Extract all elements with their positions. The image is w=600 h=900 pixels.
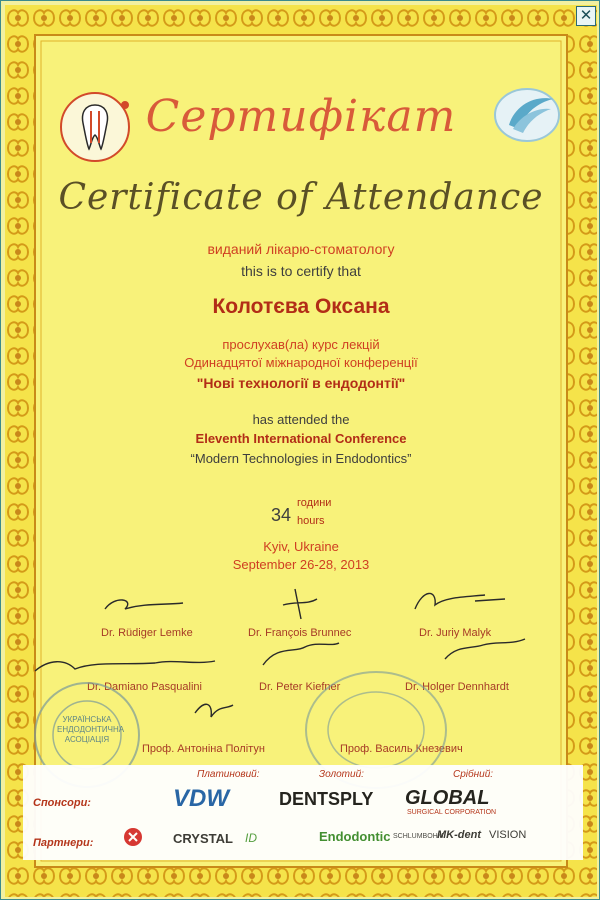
location: Kyiv, Ukraine — [263, 539, 339, 554]
signatory-politun: Проф. Антоніна Політун — [142, 743, 265, 755]
attended-ua: прослухав(ла) курс лекцій — [222, 337, 380, 352]
signatory-pasqualini: Dr. Damiano Pasqualini — [87, 681, 202, 693]
attended-en: has attended the — [252, 412, 350, 427]
signatory-knezevich: Проф. Василь Кнезевич — [340, 743, 463, 755]
tier-platinum: Платиновий: — [197, 769, 260, 780]
tier-gold: Золотий: — [319, 769, 364, 780]
conference-en: Eleventh International Conference — [195, 431, 407, 446]
partner-tooth-icon — [123, 827, 143, 847]
issued-to-en: this is to certify that — [241, 263, 361, 279]
hours-ua: години — [297, 497, 332, 509]
sponsors-panel — [23, 765, 583, 860]
conference-ua: Одинадцятої міжнародної конференції — [184, 355, 418, 370]
certificate — [5, 5, 597, 897]
signatory-kiefner: Dr. Peter Kiefner — [259, 681, 341, 693]
partner-schlumbohm: SCHLUMBOHM — [393, 833, 444, 840]
brand-global: GLOBAL — [405, 787, 490, 809]
issued-to-ua: виданий лікарю-стоматологу — [207, 241, 395, 257]
sponsors-label: Спонсори: — [33, 797, 91, 809]
brand-global-sub: SURGICAL CORPORATION — [407, 809, 497, 816]
partner-vision: VISION — [489, 829, 527, 841]
signatory-lemke: Dr. Rüdiger Lemke — [101, 627, 193, 639]
recipient-name: Колотєва Оксана — [212, 295, 390, 318]
partner-id: ID — [245, 831, 257, 845]
certificate-title-ua: Сертифікат — [145, 91, 457, 142]
topic-en: “Modern Technologies in Endodontics” — [190, 451, 412, 466]
stamp-text: УКРАЇНСЬКА ЕНДОДОНТИЧНА АСОЦІАЦІЯ — [57, 715, 125, 744]
partner-endodontic: Endodontic — [319, 829, 391, 844]
brand-vdw: VDW — [173, 785, 229, 812]
topic-ua: "Нові технології в ендодонтії" — [196, 375, 406, 391]
brand-dentsply: DENTSPLY — [279, 789, 374, 809]
tier-silver: Срібний: — [453, 769, 494, 780]
certificate-title-en: Certificate of Attendance — [58, 177, 544, 218]
date: September 26-28, 2013 — [232, 557, 370, 572]
partner-mkdent: MK-dent — [437, 829, 481, 841]
signatory-malyk: Dr. Juriy Malyk — [419, 627, 492, 639]
hours-en: hours — [297, 515, 325, 527]
partner-crystal: CRYSTAL — [173, 831, 233, 846]
partners-label: Партнери: — [33, 837, 94, 849]
signatory-dennhardt: Dr. Holger Dennhardt — [405, 681, 509, 693]
hours-value: 34 — [271, 505, 292, 525]
signatory-brunnec: Dr. François Brunnec — [248, 627, 352, 639]
close-icon[interactable]: ✕ — [576, 6, 596, 26]
